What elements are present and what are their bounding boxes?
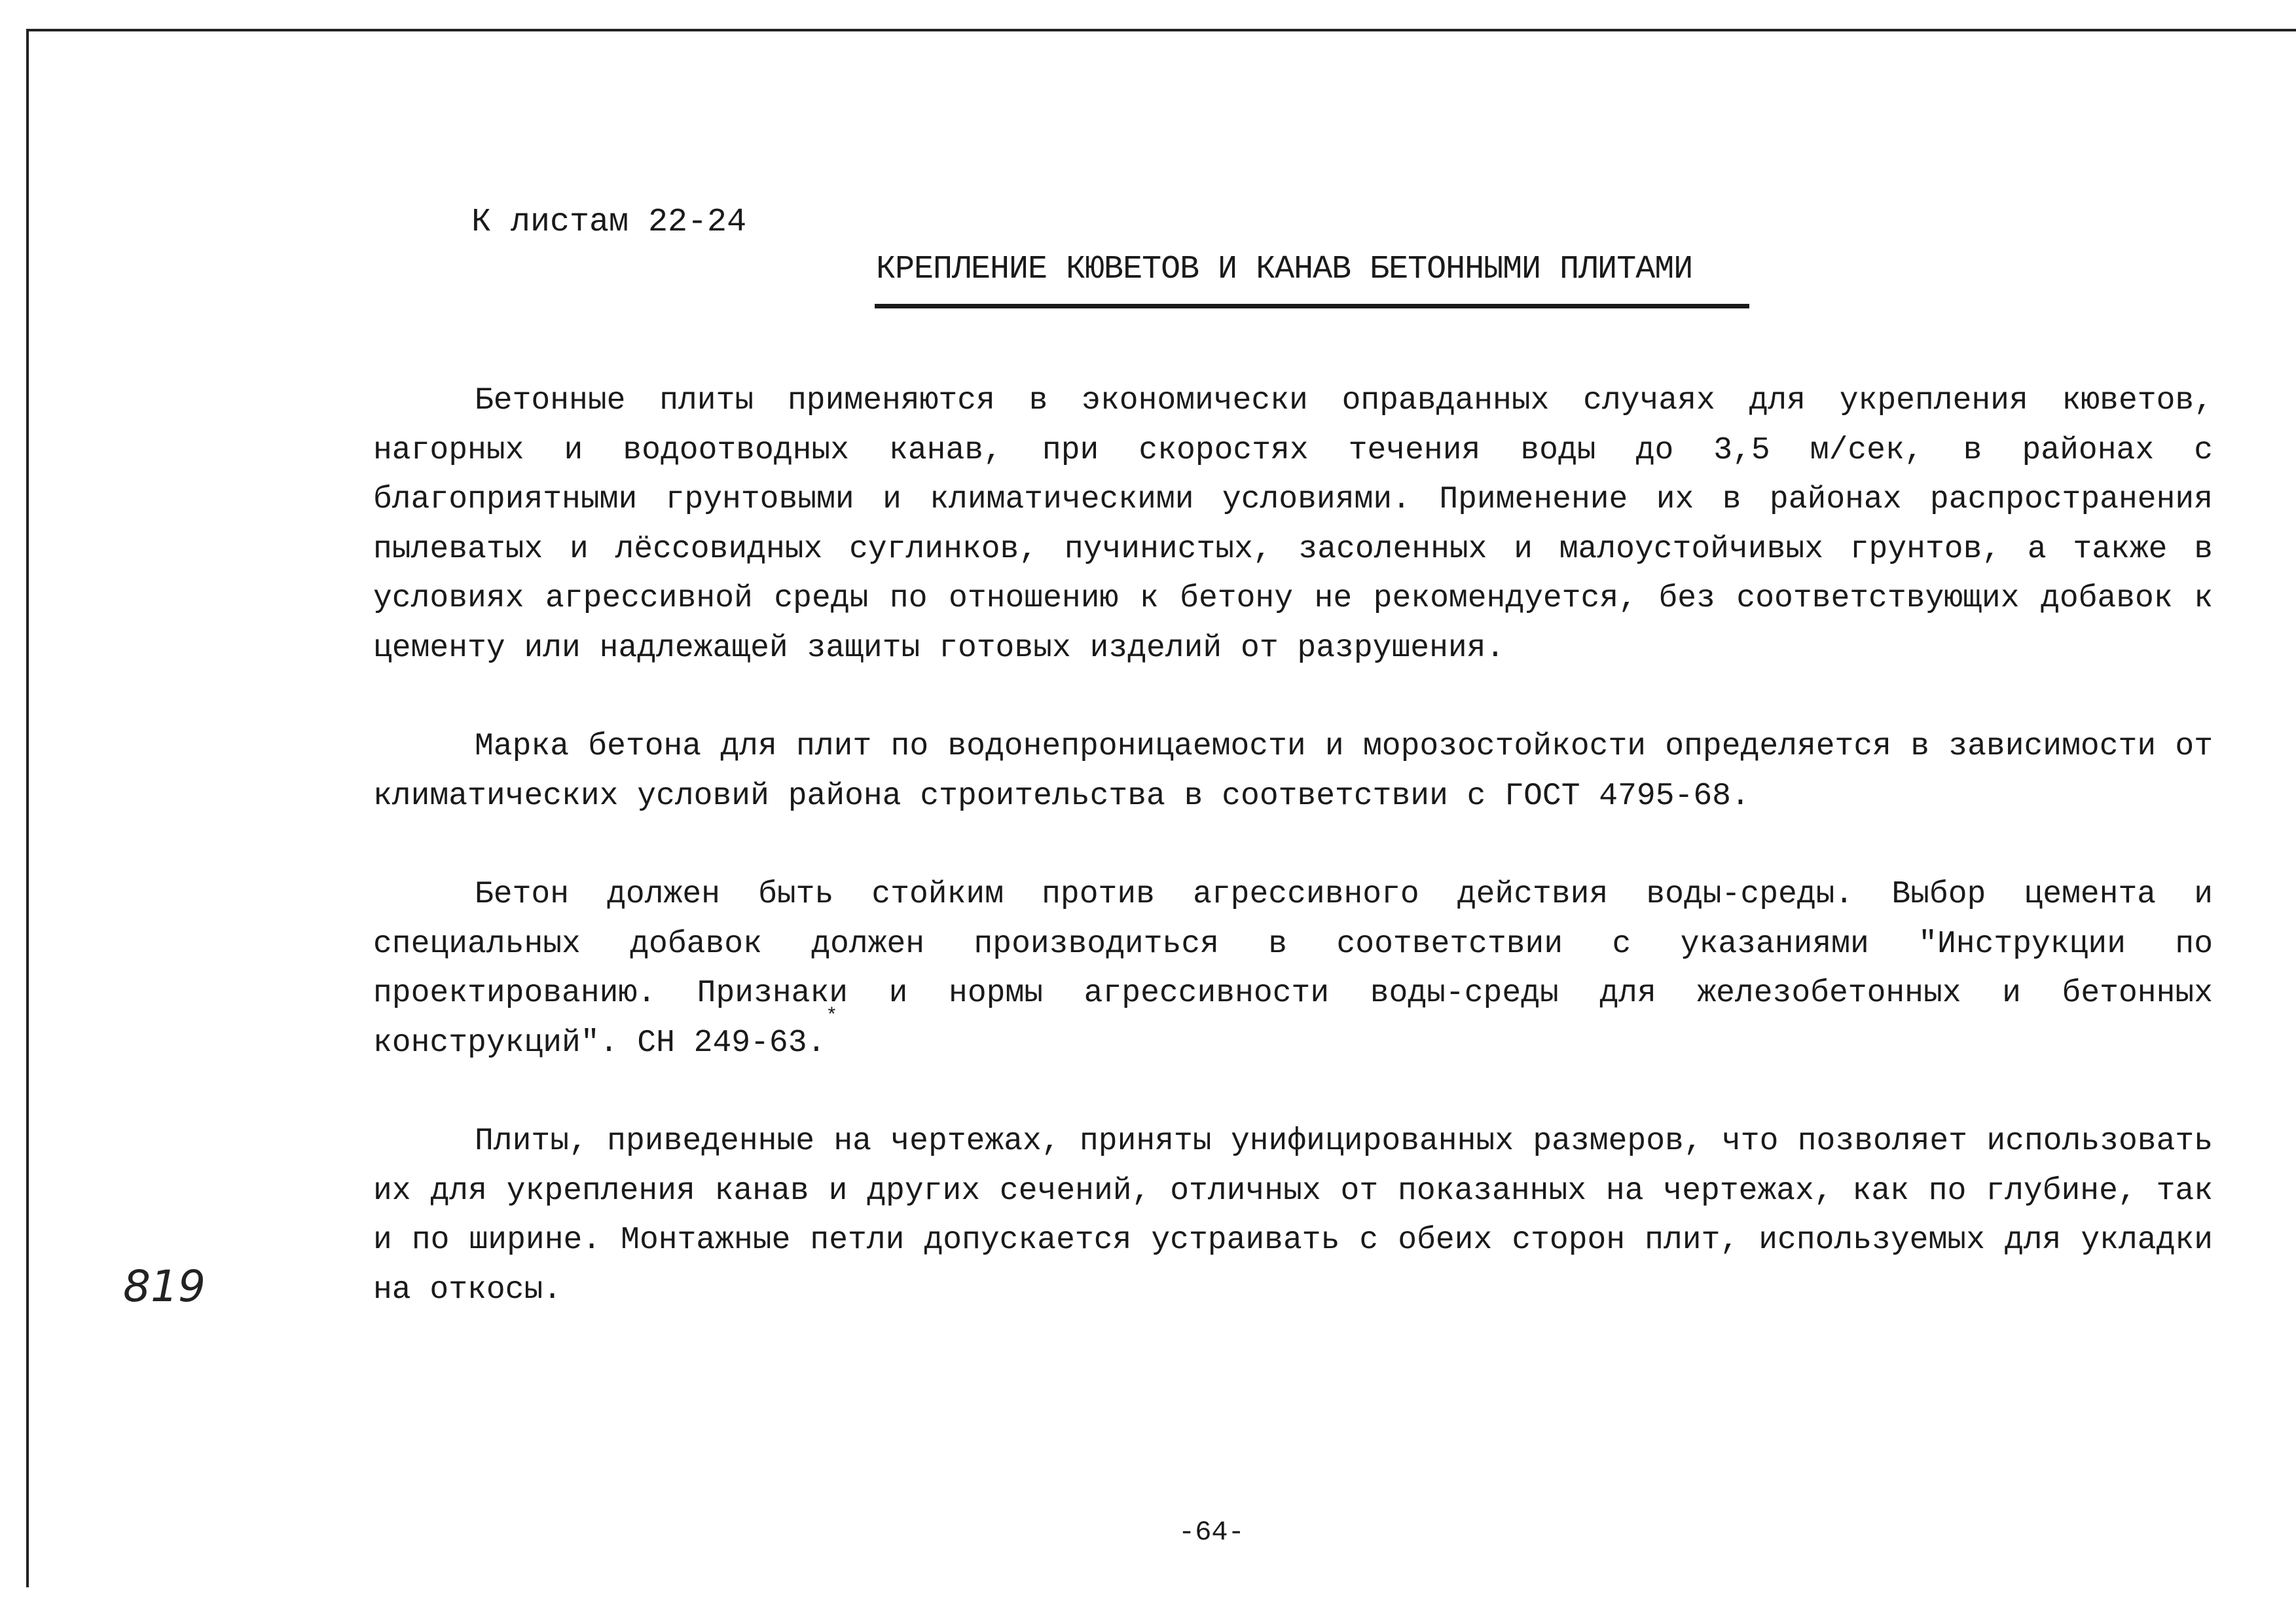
paragraph-1: Бетонные плиты применяются в экономически оправданных случаях для укрепления кюветов, нагорных и водоотводных канав, при скоростях течения воды до 3,5 м/сек, в районах с благоприятными грунтовыми и климатическими условиями. Применение их в районах распространения пылеватых и лёссовидных суглинков, пучинистых, засоленных и малоустойчивых грунтов, а также в условиях агрессивной среды по отношению к бетону не рекомендуется, без соответствующих добавок к цементу или надлежащей защиты готовых изделий от разрушения. (373, 383, 2213, 666)
page-number: -64- (1178, 1517, 1245, 1548)
paragraph-4: Плиты, приведенные на чертежах, приняты унифицированных размеров, что позволяет использовать их для укрепления канав и других сечений, отличных от показанных на чертежах, как по глубине, так и по ширине. Монтажные петли допускается устраивать с обеих сторон плит, используемых для укладки на откосы. (373, 1124, 2213, 1308)
paragraph-2: Марка бетона для плит по водонепроницаемости и морозостойкости определяется в зависимости от климатических условий района строительства в соответствии с ГОСТ 4795-68. (373, 729, 2213, 814)
paragraph-3-text: Бетон должен быть стойким против агрессивного действия воды-среды. Выбор цемента и специальных добавок должен производиться в соответствии с указаниями "Инструкции по проектированию. Признаки и нормы агрессивности воды-среды для железобетонных и бетонных конструкций". СН 249-63. (373, 877, 2213, 1061)
document-body (373, 377, 2213, 1364)
handwritten-margin-note: 819 (123, 1261, 206, 1312)
document-title: КРЕПЛЕНИЕ КЮВЕТОВ И КАНАВ БЕТОННЫМИ ПЛИТАМИ (876, 251, 1693, 288)
sheet-reference: К листам 22-24 (471, 204, 747, 241)
title-underline (875, 304, 1749, 308)
frame-top-border (26, 29, 2296, 31)
paragraph-3 (373, 870, 2213, 1068)
frame-left-border (26, 29, 29, 1587)
footnote-mark: * (826, 1005, 838, 1027)
